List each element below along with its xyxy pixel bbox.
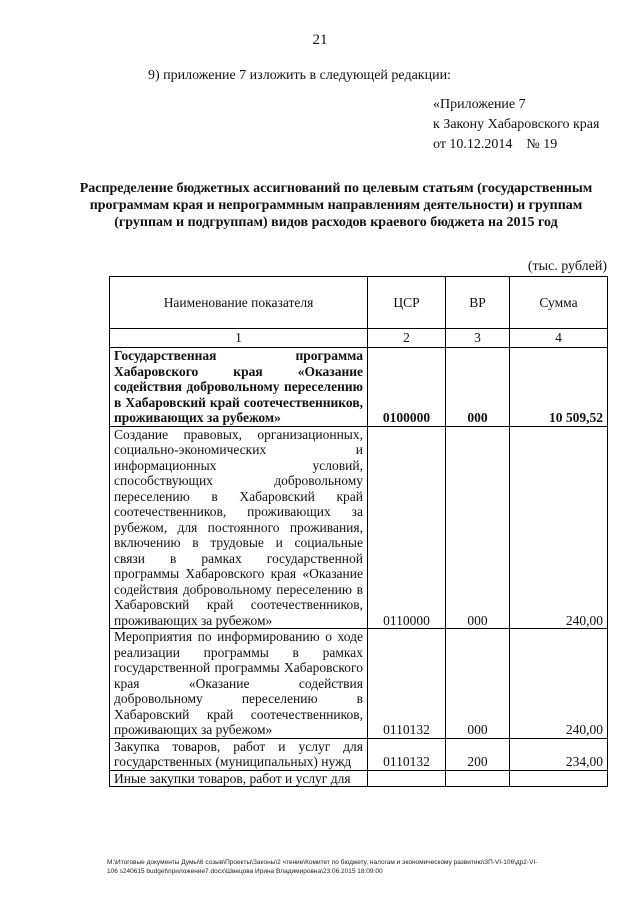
- units-label: (тыс. рублей): [527, 259, 607, 274]
- appendix-line-2: к Закону Хабаровского края: [433, 117, 600, 132]
- row-sum: 10 509,52: [510, 348, 608, 427]
- row-csr: 0110132: [368, 738, 446, 770]
- row-name: Иные закупки товаров, работ и услуг для: [110, 770, 368, 787]
- row-vr: 000: [446, 426, 510, 629]
- column-number: 4: [510, 329, 608, 348]
- file-path-footer: [107, 858, 607, 876]
- appendix-line-3: от 10.12.2014 № 19: [433, 137, 558, 152]
- table-row: [110, 629, 608, 739]
- row-sum: 240,00: [510, 426, 608, 629]
- column-number: 3: [446, 329, 510, 348]
- row-sum: 240,00: [510, 629, 608, 739]
- table-row: [110, 426, 608, 629]
- column-number-row: [110, 329, 608, 348]
- row-vr: 000: [446, 348, 510, 427]
- footer-line-2: 106 s240615 budget\приложение7.docx\Швецова Ирина Владимировна\23.06.2015 18:09:00: [107, 868, 383, 875]
- row-name: Государственная программа Хабаровского края «Оказание содействия добровольному переселению в Хабаровский край соотечественников, проживающих за рубежом»: [110, 348, 368, 427]
- table-row: [110, 348, 608, 427]
- row-sum: 234,00: [510, 738, 608, 770]
- document-title: Распределение бюджетных ассигнований по целевым статьям (государственным программам края и непрограммным направлениям деятельности) и группам (группам и подгруппам) видов расходов краевого бюджета на 2015 год: [79, 181, 593, 230]
- row-vr: [446, 770, 510, 787]
- appendix-line-1: «Приложение 7: [433, 97, 526, 112]
- header-csr: ЦСР: [368, 277, 446, 329]
- header-sum: Сумма: [510, 277, 608, 329]
- row-csr: [368, 770, 446, 787]
- row-name: Закупка товаров, работ и услуг для государственных (муниципальных) нужд: [110, 738, 368, 770]
- column-number: 1: [110, 329, 368, 348]
- row-csr: 0100000: [368, 348, 446, 427]
- row-vr: 200: [446, 738, 510, 770]
- header-name: Наименование показателя: [110, 277, 368, 329]
- row-csr: 0110000: [368, 426, 446, 629]
- row-csr: 0110132: [368, 629, 446, 739]
- header-row: [110, 277, 608, 329]
- row-sum: [510, 770, 608, 787]
- table-row: [110, 738, 608, 770]
- footer-line-1: M:\Итоговые документы Думы\6 созыв\Проекты\Законы\2 чтение\Комитет по бюджету, налогам и экономическому развитию\ЗП-VI-106\др2-VI-: [107, 859, 538, 866]
- table-row-partial: [110, 770, 608, 787]
- intro-text: 9) приложение 7 изложить в следующей редакции:: [148, 68, 451, 83]
- row-name: Мероприятия по информированию о ходе реализации программы в рамках государственной программы Хабаровского края «Оказание содействия добровольному переселению в Хабаровский край соотечественников, проживающих за рубежом»: [110, 629, 368, 739]
- column-number: 2: [368, 329, 446, 348]
- page-number: 21: [312, 32, 328, 48]
- header-vr: ВР: [446, 277, 510, 329]
- row-vr: 000: [446, 629, 510, 739]
- row-name: Создание правовых, организационных, социально-экономических и информационных условий, способствующих добровольному переселению в Хабаровский край соотечественников, проживающих за рубежом, для постоянного проживания, включению в трудовые и социальные связи в рамках государственной программы Хабаровского края «Оказание содействия добровольному переселению в Хабаровский край соотечественников, проживающих за рубежом»: [110, 426, 368, 629]
- budget-table: [109, 276, 608, 787]
